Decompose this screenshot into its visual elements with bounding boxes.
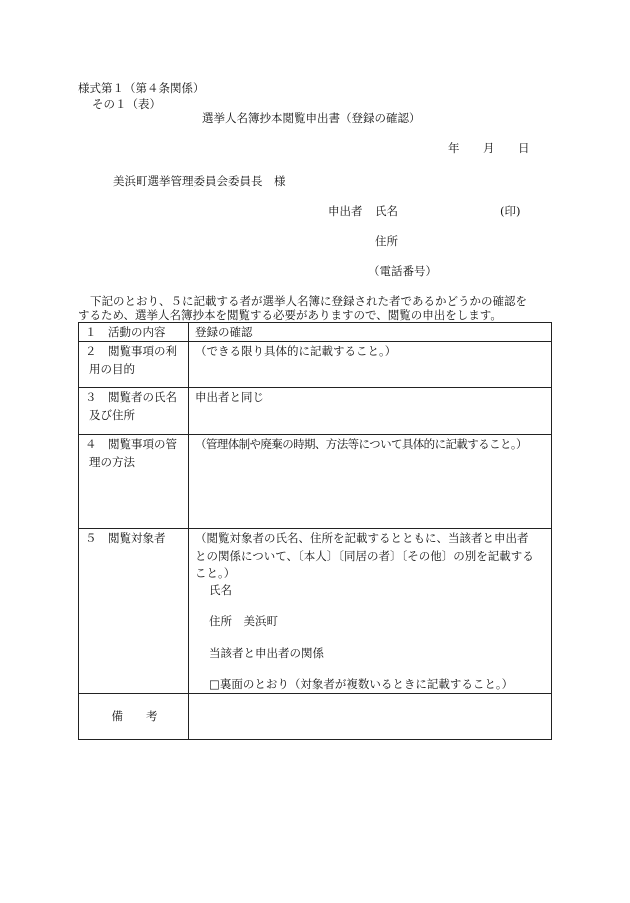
table-row-activity xyxy=(79,323,552,342)
intro-line-1: 下記のとおり、５に記載する者が選挙人名簿に登録された者であるかどうかの確認を xyxy=(90,294,527,308)
applicant-label: 申出者 xyxy=(328,204,363,218)
remarks-label: 備 考 xyxy=(111,709,158,724)
row-content xyxy=(189,529,552,694)
table-row-remarks xyxy=(79,694,552,740)
document-title: 選挙人名簿抄本閲覧申出書（登録の確認） xyxy=(202,111,421,125)
applicant-name-label: 氏名 xyxy=(375,204,398,218)
management-note: （管理体制や廃棄の時期、方法等について具体的に記載すること。） xyxy=(195,437,527,452)
target-note-line: こと。） xyxy=(195,565,236,580)
row-label xyxy=(79,342,189,388)
row-content xyxy=(189,323,552,342)
viewer-content: 申出者と同じ xyxy=(195,390,264,405)
date-month-label: 月 xyxy=(483,141,495,155)
remarks-content xyxy=(189,694,552,740)
form-sub-number: その１（表） xyxy=(92,97,161,111)
purpose-note: （できる限り具体的に記載すること。） xyxy=(195,344,397,359)
table-row-purpose xyxy=(79,342,552,388)
table-row-viewer xyxy=(79,388,552,435)
target-address-label: 住所 美浜町 xyxy=(209,614,278,629)
row-label-line: １ 活動の内容 xyxy=(85,325,166,339)
target-note-line: （閲覧対象者の氏名、住所を記載するとともに、当該者と申出者 xyxy=(195,531,529,546)
application-table xyxy=(78,322,552,740)
row-label-line: 理の方法 xyxy=(89,454,135,469)
activity-content: 登録の確認 xyxy=(195,325,253,339)
form-number: 様式第１（第４条関係） xyxy=(78,81,205,95)
table-row-management xyxy=(79,435,552,529)
applicant-phone-label: （電話番号） xyxy=(368,264,437,278)
row-label xyxy=(79,388,189,435)
row-content xyxy=(189,342,552,388)
seal-mark: (印) xyxy=(500,204,521,218)
row-label-line: ５ 閲覧対象者 xyxy=(85,531,166,546)
date-year-label: 年 xyxy=(448,141,460,155)
row-label-line: ２ 閲覧事項の利 xyxy=(85,344,177,359)
row-label xyxy=(79,694,189,740)
row-label-line: ４ 閲覧事項の管 xyxy=(85,437,177,452)
intro-line-2: するため、選挙人名簿抄本を閲覧する必要がありますので、閲覧の申出をします。 xyxy=(78,308,502,322)
target-relation-label: 当該者と申出者の関係 xyxy=(209,645,324,660)
row-content xyxy=(189,435,552,529)
row-label-line: 用の目的 xyxy=(89,361,135,376)
applicant-address-label: 住所 xyxy=(375,234,398,248)
target-name-label: 氏名 xyxy=(209,583,232,597)
target-note-line: との関係について、〔本人〕〔同居の者〕〔その他〕の別を記載する xyxy=(195,548,534,563)
table-row-target xyxy=(79,529,552,694)
date-day-label: 日 xyxy=(518,141,530,155)
row-label xyxy=(79,323,189,342)
row-label-line: 及び住所 xyxy=(89,407,135,422)
row-content xyxy=(189,388,552,435)
target-reverse-checkbox-note: □裏面のとおり（対象者が複数いるときに記載すること。） xyxy=(209,676,514,691)
addressee: 美浜町選挙管理委員会委員長 様 xyxy=(113,174,286,188)
row-label xyxy=(79,435,189,529)
row-label-line: ３ 閲覧者の氏名 xyxy=(85,390,177,405)
row-label xyxy=(79,529,189,694)
